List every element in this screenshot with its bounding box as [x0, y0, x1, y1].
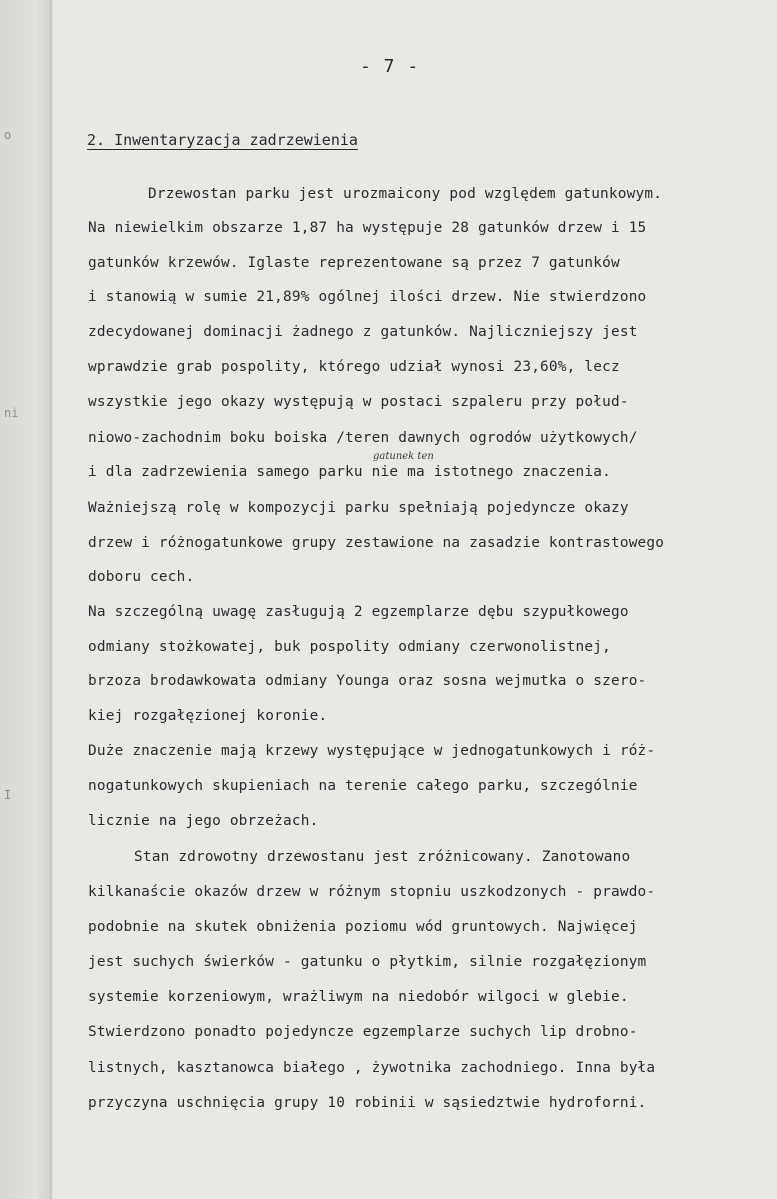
text-line: brzoza brodawkowata odmiany Younga oraz sosna wejmutka o szero-: [88, 673, 647, 689]
text-line: niowo-zachodnim boku boiska /teren dawnych ogrodów użytkowych/: [88, 430, 638, 446]
text-line: doboru cech.: [88, 569, 195, 585]
text-line: wszystkie jego okazy występują w postaci szpaleru przy połud-: [88, 394, 629, 410]
text-line: wprawdzie grab pospolity, którego udział wynosi 23,60%, lecz: [88, 359, 620, 375]
text-line: kilkanaście okazów drzew w różnym stopniu uszkodzonych - prawdo-: [88, 884, 656, 900]
page-number: - 7 -: [360, 56, 420, 77]
text-line: zdecydowanej dominacji żadnego z gatunków. Najliczniejszy jest: [88, 324, 638, 340]
text-line: i dla zadrzewienia samego parku nie ma istotnego znaczenia.: [88, 464, 611, 480]
facing-page-edge: [0, 0, 52, 1199]
text-line: Na szczególną uwagę zasługują 2 egzemplarze dębu szypułkowego: [88, 604, 629, 620]
text-line: Stwierdzono ponadto pojedyncze egzemplarze suchych lip drobno-: [88, 1024, 638, 1040]
text-line: nogatunkowych skupieniach na terenie całego parku, szczególnie: [88, 778, 638, 794]
text-line: drzew i różnogatunkowe grupy zestawione na zasadzie kontrastowego: [88, 535, 665, 551]
page-fold: [50, 0, 54, 1199]
text-line: jest suchych świerków - gatunku o płytkim, silnie rozgałęzionym: [88, 954, 647, 970]
text-line: Duże znaczenie mają krzewy występujące w jednogatunkowych i róż-: [88, 743, 656, 759]
text-line: podobnie na skutek obniżenia poziomu wód gruntowych. Najwięcej: [88, 919, 638, 935]
handwritten-annotation: gatunek ten: [373, 451, 434, 462]
bleed-through-mark: o: [4, 128, 12, 142]
text-line: gatunków krzewów. Iglaste reprezentowane są przez 7 gatunków: [88, 255, 620, 271]
text-line: przyczyna uschnięcia grupy 10 robinii w sąsiedztwie hydroforni.: [88, 1095, 647, 1111]
text-line: Stan zdrowotny drzewostanu jest zróżnicowany. Zanotowano: [134, 849, 631, 865]
text-line: odmiany stożkowatej, buk pospolity odmiany czerwonolistnej,: [88, 639, 611, 655]
text-line: kiej rozgałęzionej koronie.: [88, 708, 328, 724]
section-heading: 2. Inwentaryzacja zadrzewienia: [87, 131, 358, 149]
bleed-through-mark: I: [4, 788, 12, 802]
text-line: listnych, kasztanowca białego , żywotnika zachodniego. Inna była: [88, 1060, 656, 1076]
text-line: Drzewostan parku jest urozmaicony pod względem gatunkowym.: [148, 186, 663, 202]
text-line: Ważniejszą rolę w kompozycji parku spełniają pojedyncze okazy: [88, 500, 629, 516]
text-line: systemie korzeniowym, wrażliwym na niedobór wilgoci w glebie.: [88, 989, 629, 1005]
text-line: licznie na jego obrzeżach.: [88, 813, 319, 829]
text-line: Na niewielkim obszarze 1,87 ha występuje 28 gatunków drzew i 15: [88, 220, 647, 236]
text-line: i stanowią w sumie 21,89% ogólnej ilości drzew. Nie stwierdzono: [88, 289, 647, 305]
bleed-through-mark: ni: [4, 406, 19, 420]
